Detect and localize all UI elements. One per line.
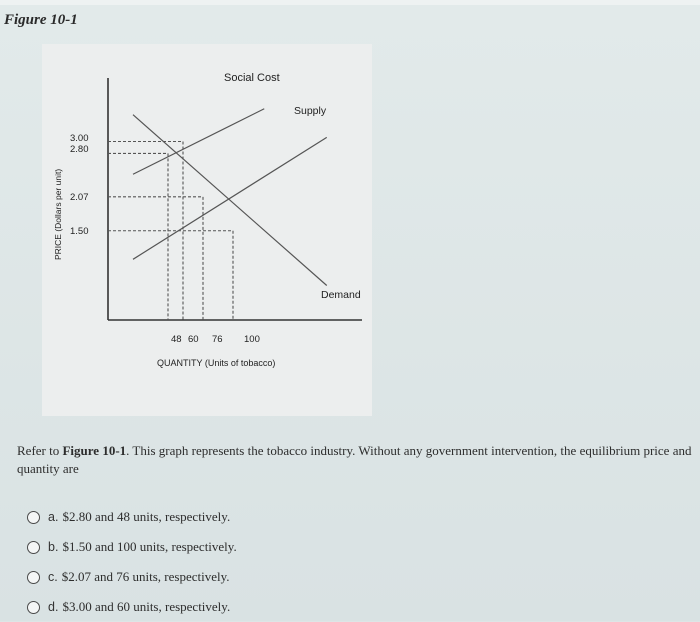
- question-prefix: Refer to: [17, 443, 63, 458]
- question-body: . This graph represents the tobacco industry. Without any government intervention, the equilibrium price and quantity are: [17, 443, 692, 476]
- option-letter: b.: [48, 540, 59, 554]
- chart-svg: [42, 44, 372, 416]
- x-axis-label: QUANTITY (Units of tobacco): [157, 358, 276, 368]
- option-text: $2.80 and 48 units, respectively.: [62, 509, 231, 524]
- option-d[interactable]: [27, 592, 237, 622]
- figure-title: Figure 10-1: [4, 12, 78, 28]
- supply-line: [133, 137, 327, 259]
- option-letter: c.: [48, 570, 58, 584]
- demand-label: Demand: [321, 289, 361, 301]
- y-tick-label: 2.07: [70, 192, 89, 203]
- option-letter: a.: [48, 510, 59, 524]
- x-tick-label: 100: [244, 334, 260, 345]
- option-letter: d.: [48, 600, 59, 614]
- y-tick-label: 1.50: [70, 226, 89, 237]
- y-axis-label: PRICE (Dollars per unit): [53, 168, 63, 260]
- x-tick-label: 48: [171, 334, 182, 345]
- option-text: $2.07 and 76 units, respectively.: [61, 569, 230, 584]
- answer-options: [27, 502, 237, 622]
- radio-icon[interactable]: [27, 601, 40, 614]
- radio-icon[interactable]: [27, 511, 40, 524]
- demand-line: [133, 115, 327, 286]
- radio-icon[interactable]: [27, 571, 40, 584]
- option-text: $1.50 and 100 units, respectively.: [62, 539, 237, 554]
- y-tick-label: 3.00: [70, 133, 89, 144]
- y-tick-label: 2.80: [70, 144, 89, 155]
- radio-icon[interactable]: [27, 541, 40, 554]
- social-cost-label: Social Cost: [224, 72, 280, 84]
- option-a[interactable]: [27, 502, 237, 532]
- question-figure-ref: Figure 10-1: [62, 443, 127, 458]
- social-cost-line: [133, 109, 264, 174]
- x-tick-label: 60: [188, 334, 199, 345]
- figure-graph: [42, 44, 372, 416]
- question-text: [17, 442, 697, 478]
- option-c[interactable]: [27, 562, 237, 592]
- top-bar: [0, 0, 700, 5]
- option-text: $3.00 and 60 units, respectively.: [62, 599, 231, 614]
- x-tick-label: 76: [212, 334, 223, 345]
- option-b[interactable]: [27, 532, 237, 562]
- supply-label: Supply: [294, 105, 327, 117]
